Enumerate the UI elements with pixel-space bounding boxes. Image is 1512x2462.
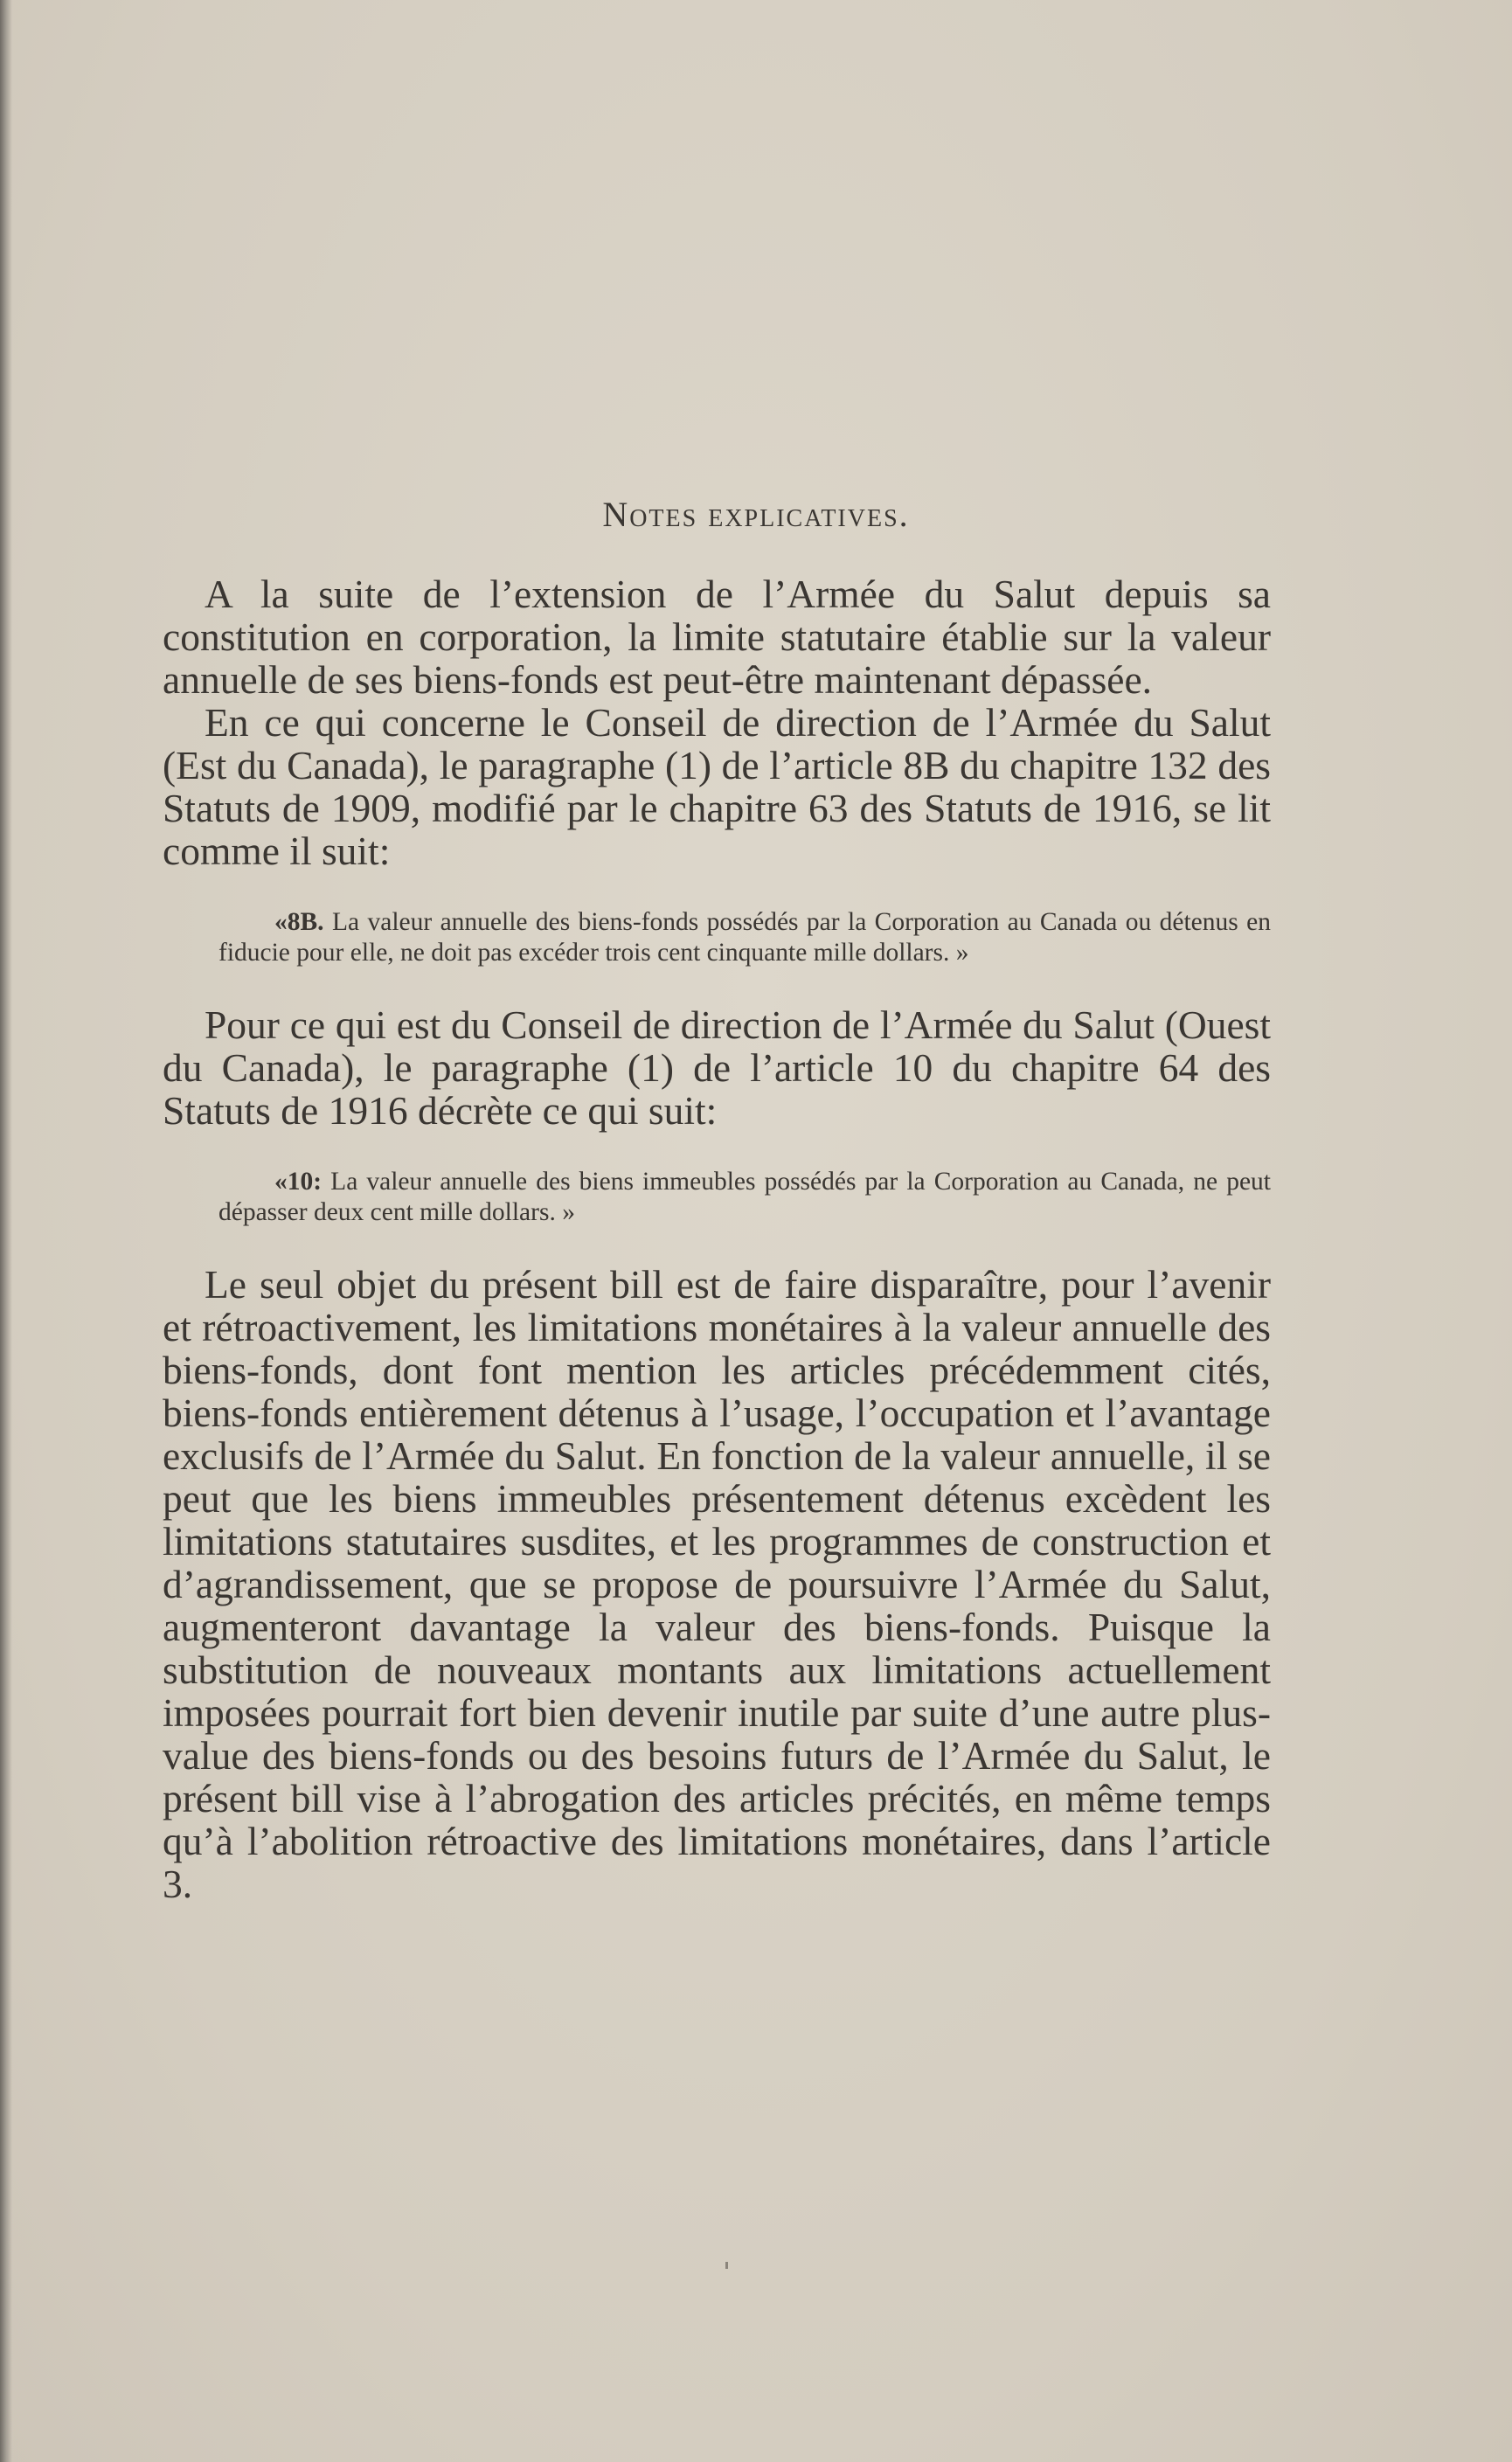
quote-article-8b	[218, 907, 1271, 968]
page-mark	[725, 2262, 728, 2269]
quote-article-10	[218, 1167, 1271, 1228]
page-title: Notes explicatives.	[602, 495, 910, 534]
quote-article-8b-text: La valeur annuelle des biens-fonds possédés par la Corporation au Canada ou détenus en fiducie pour elle, ne doit pas excéder trois cent cinquante mille dollars. »	[218, 908, 1271, 967]
quote-article-10-ref: «10:	[274, 1168, 323, 1196]
document-body	[163, 572, 1271, 1905]
paragraph-intro: A la suite de l’extension de l’Armée du Salut depuis sa constitution en corporation, la limite statutaire établie sur la valeur annuelle de ses biens-fonds est peut-être maintenant dépassée.	[163, 572, 1271, 702]
paragraph-east-canada: En ce qui concerne le Conseil de direction de l’Armée du Salut (Est du Canada), le paragraphe (1) de l’article 8B du chapitre 132 des Statuts de 1909, modifié par le chapitre 63 des Statuts de 1916, se lit comme il suit:	[163, 700, 1271, 873]
paragraph-west-canada: Pour ce qui est du Conseil de direction de l’Armée du Salut (Ouest du Canada), le paragraphe (1) de l’article 10 du chapitre 64 des Statuts de 1916 décrète ce qui suit:	[163, 1002, 1271, 1133]
paragraph-bill-purpose: Le seul objet du présent bill est de faire disparaître, pour l’avenir et rétroactivement, les limitations monétaires à la valeur annuelle des biens-fonds, dont font mention les articles précédemment cités, biens-fonds entièrement détenus à l’usage, l’occupation et l’avantage exclusifs de l’Armée du Salut. En fonction de la valeur annuelle, il se peut que les biens immeubles présentement détenus excèdent les limitations statutaires susdites, et les programmes de construction et d’agrandissement, que se propose de poursuivre l’Armée du Salut, augmenteront davantage la valeur des biens-fonds. Puisque la substitution de nouveaux montants aux limitations actuellement imposées pourrait fort bien devenir inutile par suite d’une autre plus-value des biens-fonds ou des besoins futurs de l’Armée du Salut, le présent bill vise à l’abrogation des articles précités, en même temps qu’à l’abolition rétroactive des limitations monétaires, dans l’article 3.	[163, 1262, 1271, 1906]
quote-article-10-text: La valeur annuelle des biens immeubles possédés par la Corporation au Canada, ne peut dépasser deux cent mille dollars. »	[218, 1168, 1271, 1226]
page-edge-shadow	[0, 0, 12, 2462]
quote-article-8b-ref: «8B.	[274, 908, 324, 936]
